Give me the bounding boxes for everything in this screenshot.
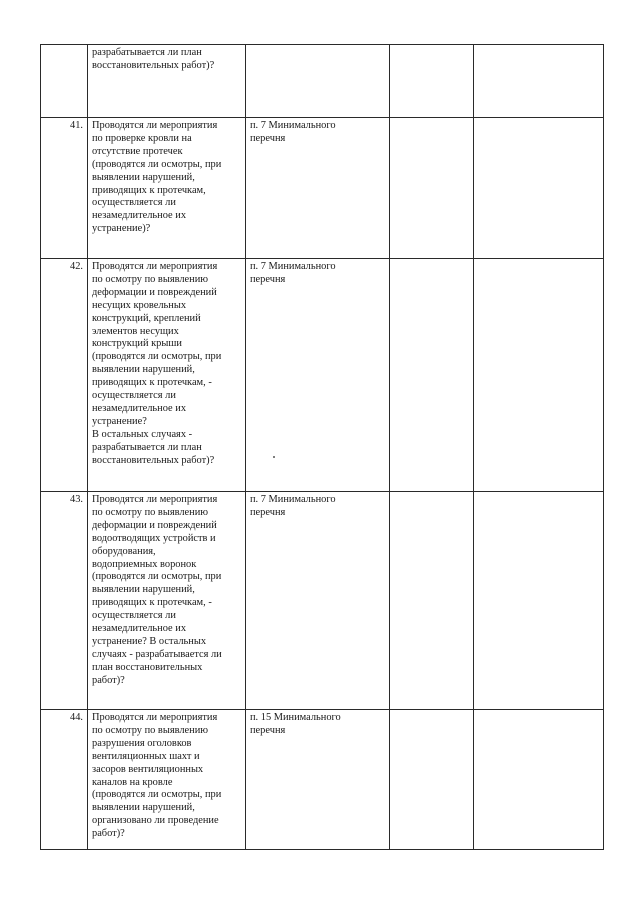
- answer-cell-no: [474, 492, 604, 710]
- reference-cell: п. 15 Минимального перечня: [246, 710, 390, 850]
- reference-cell: п. 7 Минимального перечня: [246, 259, 390, 492]
- question-cell: разрабатывается ли план восстановительных работ)?: [88, 45, 246, 118]
- answer-cell-no: [474, 259, 604, 492]
- question-cell: Проводятся ли мероприятия по проверке кровли на отсутствие протечек (проводятся ли осмотры, при выявлении нарушений, приводящих к протечкам, осуществляется ли незамедлительное их устранение)?: [88, 118, 246, 259]
- answer-cell-yes: [390, 118, 474, 259]
- answer-cell-yes: [390, 710, 474, 850]
- table-row: [41, 710, 604, 850]
- scan-speck: [273, 456, 275, 458]
- table-row: [41, 45, 604, 118]
- item-number: 43.: [41, 492, 88, 710]
- reference-cell: п. 7 Минимального перечня: [246, 492, 390, 710]
- table-row: [41, 492, 604, 710]
- question-cell: Проводятся ли мероприятия по осмотру по выявлению деформации и повреждений водоотводящих устройств и оборудования, водоприемных воронок (проводятся ли осмотры, при выявлении нарушений, приводящих к протечкам, - осуществляется ли незамедлительное их устранение? В остальных случаях - разрабатывается ли план восстановительных работ)?: [88, 492, 246, 710]
- answer-cell-yes: [390, 259, 474, 492]
- answer-cell-no: [474, 710, 604, 850]
- table-row: [41, 118, 604, 259]
- item-number: 44.: [41, 710, 88, 850]
- question-cell: Проводятся ли мероприятия по осмотру по выявлению деформации и повреждений несущих кровельных конструкций, креплений элементов несущих конструкций крыши (проводятся ли осмотры, при выявлении нарушений, приводящих к протечкам, - осуществляется ли незамедлительное их устранение? В остальных случаях - разрабатывается ли план восстановительных работ)?: [88, 259, 246, 492]
- reference-cell: п. 7 Минимального перечня: [246, 118, 390, 259]
- item-number: [41, 45, 88, 118]
- item-number: 42.: [41, 259, 88, 492]
- answer-cell-yes: [390, 45, 474, 118]
- checklist-table: [40, 44, 604, 850]
- answer-cell-no: [474, 45, 604, 118]
- question-cell: Проводятся ли мероприятия по осмотру по выявлению разрушения оголовков вентиляционных шахт и засоров вентиляционных каналов на кровле (проводятся ли осмотры, при выявлении нарушений, организовано ли проведение работ)?: [88, 710, 246, 850]
- answer-cell-yes: [390, 492, 474, 710]
- answer-cell-no: [474, 118, 604, 259]
- item-number: 41.: [41, 118, 88, 259]
- table-row: [41, 259, 604, 492]
- reference-cell: [246, 45, 390, 118]
